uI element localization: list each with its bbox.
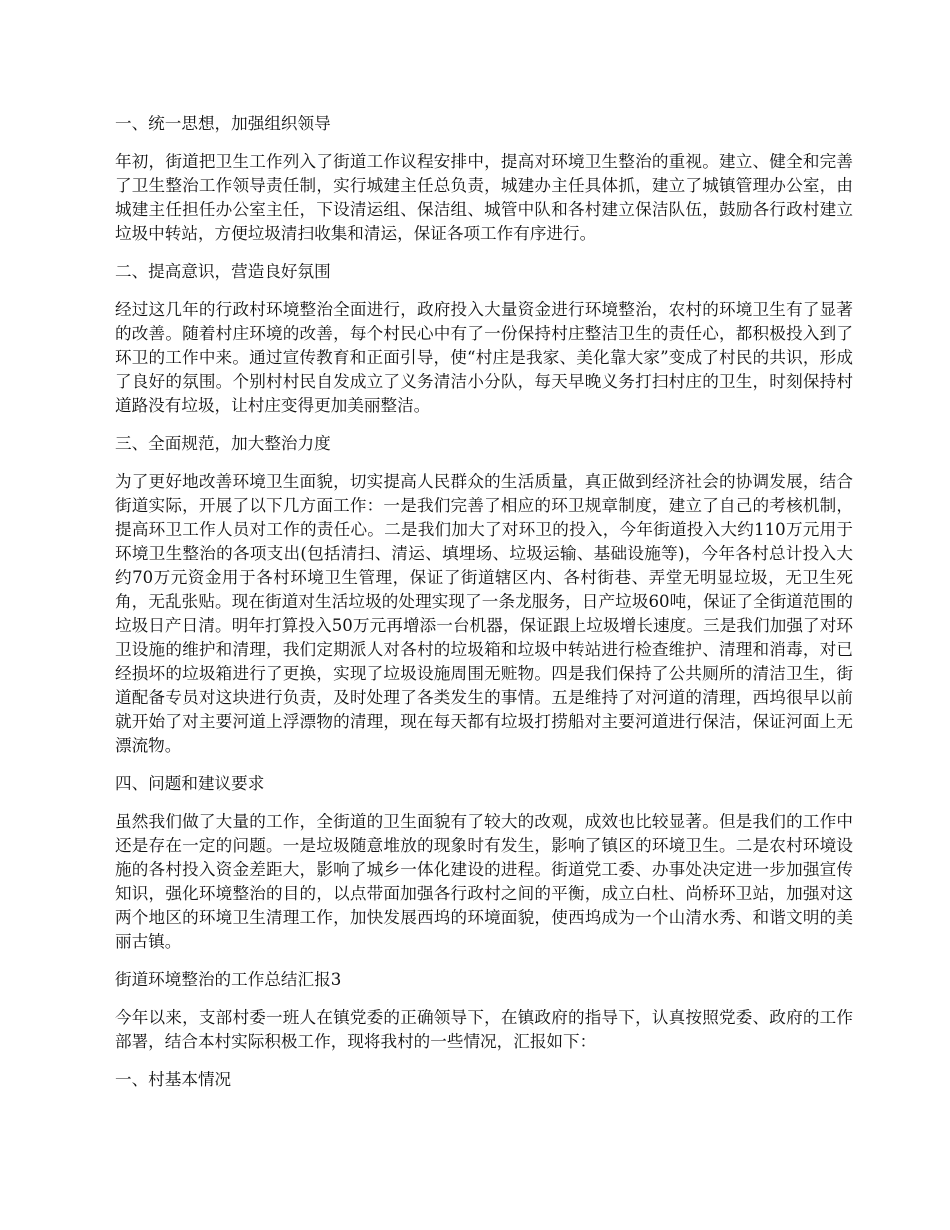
report-intro-paragraph: 今年以来，支部村委一班人在镇党委的正确领导下，在镇政府的指导下，认真按照党委、政府的工作部署，结合本村实际积极工作，现将我村的一些情况，汇报如下： [115,1008,853,1051]
report-section-heading-1: 一、村基本情况 [115,1070,232,1089]
section-paragraph-2: 经过这几年的行政村环境整治全面进行，政府投入大量资金进行环境整治，农村的环境卫生有了显著的改善。随着村庄环境的改善，每个村民心中有了一份保持村庄整洁卫生的责任心，都积极投入到了环卫的工作中来。通过宣传教育和正面引导，使“村庄是我家、美化靠大家”变成了村民的共识，形成了良好的氛围。个别村村民自发成立了义务清洁小分队，每天早晚义务打扫村庄的卫生，时刻保持村道路没有垃圾，让村庄变得更加美丽整洁。 [115,300,853,415]
section-heading-3: 三、全面规范，加大整治力度 [115,434,331,453]
section-paragraph-4: 虽然我们做了大量的工作，全街道的卫生面貌有了较大的改观，成效也比较显著。但是我们的工作中还是存在一定的问题。一是垃圾随意堆放的现象时有发生，影响了镇区的环境卫生。二是农村环境设施的各村投入资金差距大，影响了城乡一体化建设的进程。街道党工委、办事处决定进一步加强宣传知识，强化环境整治的目的，以点带面加强各行政村之间的平衡，成立白杜、尚桥环卫站，加强对这两个地区的环境卫生清理工作，加快发展西坞的环境面貌，使西坞成为一个山清水秀、和谐文明的美丽古镇。 [115,812,853,951]
section-paragraph-3: 为了更好地改善环境卫生面貌，切实提高人民群众的生活质量，真正做到经济社会的协调发展，结合街道实际，开展了以下几方面工作：一是我们完善了相应的环卫规章制度，建立了自己的考核机制，提高环卫工作人员对工作的责任心。二是我们加大了对环卫的投入，今年街道投入大约110万元用于环境卫生整治的各项支出(包括清扫、清运、填埋场、垃圾运输、基础设施等)，今年各村总计投入大约70万元资金用于各村环境卫生管理，保证了街道辖区内、各村街巷、弄堂无明显垃圾，无卫生死角，无乱张贴。现在街道对生活垃圾的处理实现了一条龙服务，日产垃圾60吨，保证了全街道范围的垃圾日产日清。明年打算投入50万元再增添一台机器，保证跟上垃圾增长速度。三是我们加强了对环卫设施的维护和清理，我们定期派人对各村的垃圾箱和垃圾中转站进行检查维护、清理和消毒，对已经损坏的垃圾箱进行了更换，实现了垃圾设施周围无赃物。四是我们保持了公共厕所的清洁卫生，街道配备专员对这块进行负责，及时处理了各类发生的事情。五是维持了对河道的清理，西坞很早以前就开始了对主要河道上浮漂物的清理，现在每天都有垃圾打捞船对主要河道进行保洁，保证河面上无漂流物。 [115,472,853,755]
section-heading-1: 一、统一思想，加强组织领导 [115,114,331,133]
section-heading-4: 四、问题和建议要求 [115,774,265,793]
section-heading-2: 二、提高意识，营造良好氛围 [115,262,331,281]
report-title: 街道环境整治的工作总结汇报3 [115,970,342,989]
document-body [115,112,853,1106]
section-paragraph-1: 年初，街道把卫生工作列入了街道工作议程安排中，提高对环境卫生整治的重视。建立、健全和完善了卫生整治工作领导责任制，实行城建主任总负责，城建办主任具体抓，建立了城镇管理办公室，由城建主任担任办公室主任，下设清运组、保洁组、城管中队和各村建立保洁队伍，鼓励各行政村建立垃圾中转站，方便垃圾清扫收集和清运，保证各项工作有序进行。 [115,152,853,243]
